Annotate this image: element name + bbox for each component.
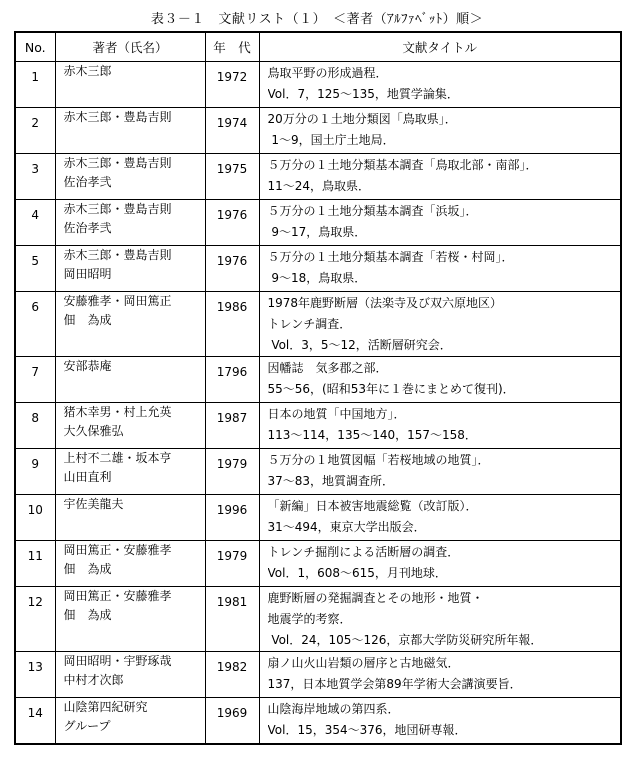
title-line: 9～17，鳥取県．	[267, 225, 367, 239]
year-cell	[205, 357, 259, 403]
author-line: グループ	[63, 719, 111, 733]
table-caption: 表３－１ 文献リスト（１） ＜著者（ｱﾙﾌｧﾍﾞｯﾄ）順＞	[150, 12, 484, 27]
row-number	[15, 403, 55, 449]
table-row	[15, 541, 621, 587]
year-text: 1981	[216, 595, 248, 609]
year-text: 1969	[216, 706, 248, 720]
row-number-text: 7	[31, 365, 40, 379]
table-row	[15, 200, 621, 246]
title-line: 扇ノ山火山岩類の層序と古地磁気．	[267, 656, 460, 670]
title-cell	[259, 108, 621, 154]
author-cell	[55, 698, 205, 744]
title-line: 1～9，国土庁土地局．	[267, 133, 395, 147]
row-number-text: 14	[27, 706, 43, 720]
year-cell	[205, 541, 259, 587]
author-line: 佐治孝弐	[63, 175, 112, 189]
table-row	[15, 292, 621, 357]
title-line: Vol．7，125～135，地質学論集．	[267, 87, 459, 101]
year-cell	[205, 587, 259, 652]
row-number	[15, 495, 55, 541]
table-row	[15, 62, 621, 108]
author-line: 山陰第四紀研究	[63, 700, 148, 714]
reference-table	[14, 31, 622, 745]
year-cell	[205, 62, 259, 108]
table-row	[15, 652, 621, 698]
row-number-text: 2	[31, 116, 40, 130]
title-line: 137，日本地質学会第89年学術大会講演要旨．	[267, 677, 522, 691]
author-cell	[55, 587, 205, 652]
year-cell	[205, 246, 259, 292]
title-line: 31～494，東京大学出版会．	[267, 520, 426, 534]
header-no: No.	[15, 32, 55, 62]
row-number	[15, 587, 55, 652]
title-line: トレンチ調査．	[267, 317, 352, 331]
author-line: 山田直利	[63, 470, 112, 484]
author-line: 佃 為成	[63, 313, 112, 327]
row-number-text: 4	[31, 208, 40, 222]
row-number-text: 3	[31, 162, 40, 176]
row-number-text: 6	[31, 300, 40, 314]
title-line: 鹿野断層の発掘調査とその地形・地質・	[267, 591, 484, 605]
author-cell	[55, 246, 205, 292]
author-cell	[55, 108, 205, 154]
year-text: 1974	[216, 116, 248, 130]
title-cell	[259, 292, 621, 357]
title-cell	[259, 449, 621, 495]
row-number	[15, 541, 55, 587]
year-text: 1975	[216, 162, 248, 176]
row-number	[15, 652, 55, 698]
title-cell	[259, 246, 621, 292]
title-line: ５万分の１土地分類基本調査「若桜・村岡」．	[267, 250, 514, 264]
title-cell	[259, 403, 621, 449]
title-line: ５万分の１土地分類基本調査「鳥取北部・南部」．	[267, 158, 538, 172]
title-line: 113～114，135～140，157～158．	[267, 428, 477, 442]
row-number-text: 1	[31, 70, 40, 84]
title-line: 55～56，(昭和53年に１巻にまとめて復刊)．	[267, 382, 515, 396]
author-line: 大久保雅弘	[63, 424, 124, 438]
row-number	[15, 62, 55, 108]
table-row	[15, 403, 621, 449]
title-line: 地震学的考察．	[267, 612, 352, 626]
author-cell	[55, 449, 205, 495]
title-line: ５万分の１地質図幅「若桜地域の地質」．	[267, 453, 490, 467]
year-text: 1976	[216, 208, 248, 222]
row-number-text: 12	[27, 595, 43, 609]
header-row	[15, 32, 621, 62]
title-line: 37～83，地質調査所．	[267, 474, 395, 488]
row-number	[15, 246, 55, 292]
title-cell	[259, 154, 621, 200]
author-line: 中村才次郎	[63, 673, 124, 687]
title-line: 日本の地質「中国地方」．	[267, 407, 406, 421]
author-line: 赤木三郎・豊島吉則	[63, 110, 172, 124]
year-cell	[205, 292, 259, 357]
year-text: 1976	[216, 254, 248, 268]
title-cell	[259, 541, 621, 587]
author-line: 岡田篤正・安藤雅孝	[63, 543, 172, 557]
year-cell	[205, 449, 259, 495]
title-line: ５万分の１土地分類基本調査「浜坂」．	[267, 204, 478, 218]
title-cell	[259, 698, 621, 744]
author-cell	[55, 154, 205, 200]
year-text: 1796	[216, 365, 248, 379]
year-cell	[205, 652, 259, 698]
year-cell	[205, 108, 259, 154]
title-line: Vol．15，354～376，地団研専報．	[267, 723, 467, 737]
year-cell	[205, 495, 259, 541]
table-row	[15, 357, 621, 403]
table-row	[15, 246, 621, 292]
title-cell	[259, 357, 621, 403]
author-line: 佐治孝弐	[63, 221, 112, 235]
year-text: 1972	[216, 70, 248, 84]
row-number-text: 9	[31, 457, 40, 471]
table-row	[15, 154, 621, 200]
title-cell	[259, 587, 621, 652]
author-line: 猪木幸男・村上允英	[63, 405, 172, 419]
author-cell	[55, 541, 205, 587]
title-line: 20万分の１土地分類図「鳥取県」．	[267, 112, 457, 126]
row-number	[15, 200, 55, 246]
author-cell	[55, 495, 205, 541]
author-cell	[55, 403, 205, 449]
table-body	[15, 62, 621, 744]
title-line: Vol．1，608～615，月刊地球．	[267, 566, 447, 580]
table-row	[15, 495, 621, 541]
title-line: 9～18，鳥取県．	[267, 271, 367, 285]
author-line: 安部恭庵	[63, 359, 112, 373]
author-line: 赤木三郎・豊島吉則	[63, 156, 172, 170]
title-cell	[259, 495, 621, 541]
year-cell	[205, 403, 259, 449]
row-number	[15, 357, 55, 403]
year-text: 1979	[216, 549, 248, 563]
row-number	[15, 292, 55, 357]
author-line: 岡田昭明・宇野琢哉	[63, 654, 172, 668]
author-line: 赤木三郎・豊島吉則	[63, 202, 172, 216]
author-cell	[55, 357, 205, 403]
author-cell	[55, 200, 205, 246]
year-text: 1996	[216, 503, 248, 517]
title-line: Vol．3，5～12，活断層研究会．	[267, 338, 452, 352]
table-row	[15, 698, 621, 744]
author-line: 上村不二雄・坂本亨	[63, 451, 172, 465]
year-cell	[205, 698, 259, 744]
header-year: 年 代	[205, 32, 259, 62]
author-cell	[55, 652, 205, 698]
author-line: 赤木三郎・豊島吉則	[63, 248, 172, 262]
author-cell	[55, 62, 205, 108]
title-line: トレンチ掘削による活断層の調査．	[267, 545, 460, 559]
author-cell	[55, 292, 205, 357]
table-row	[15, 108, 621, 154]
title-line: Vol．24，105～126，京都大学防災研究所年報．	[267, 633, 543, 647]
year-text: 1986	[216, 300, 248, 314]
author-line: 安藤雅孝・岡田篤正	[63, 294, 172, 308]
title-line: 鳥取平野の形成過程．	[267, 66, 388, 80]
year-text: 1979	[216, 457, 248, 471]
table-row	[15, 587, 621, 652]
row-number	[15, 449, 55, 495]
table-row	[15, 449, 621, 495]
title-line: 1978年鹿野断層（法楽寺及び双六原地区）	[267, 296, 503, 310]
author-line: 岡田篤正・安藤雅孝	[63, 589, 172, 603]
title-line: 11～24，鳥取県．	[267, 179, 371, 193]
year-cell	[205, 200, 259, 246]
row-number-text: 8	[31, 411, 40, 425]
title-line: 「新編」日本被害地震総覧（改訂版）．	[267, 499, 478, 513]
header-author: 著者（氏名）	[55, 32, 205, 62]
title-line: 因幡誌 気多郡之部．	[267, 361, 388, 375]
author-line: 岡田昭明	[63, 267, 112, 281]
row-number-text: 10	[27, 503, 43, 517]
author-line: 赤木三郎	[63, 64, 112, 78]
header-title: 文献タイトル	[259, 32, 621, 62]
year-text: 1987	[216, 411, 248, 425]
row-number-text: 11	[27, 549, 43, 563]
title-cell	[259, 62, 621, 108]
title-line: 山陰海岸地域の第四系．	[267, 702, 400, 716]
row-number-text: 5	[31, 254, 40, 268]
row-number	[15, 108, 55, 154]
row-number	[15, 698, 55, 744]
row-number	[15, 154, 55, 200]
author-line: 佃 為成	[63, 608, 112, 622]
author-line: 宇佐美龍夫	[63, 497, 124, 511]
title-cell	[259, 652, 621, 698]
title-cell	[259, 200, 621, 246]
year-text: 1982	[216, 660, 248, 674]
row-number-text: 13	[27, 660, 43, 674]
author-line: 佃 為成	[63, 562, 112, 576]
year-cell	[205, 154, 259, 200]
